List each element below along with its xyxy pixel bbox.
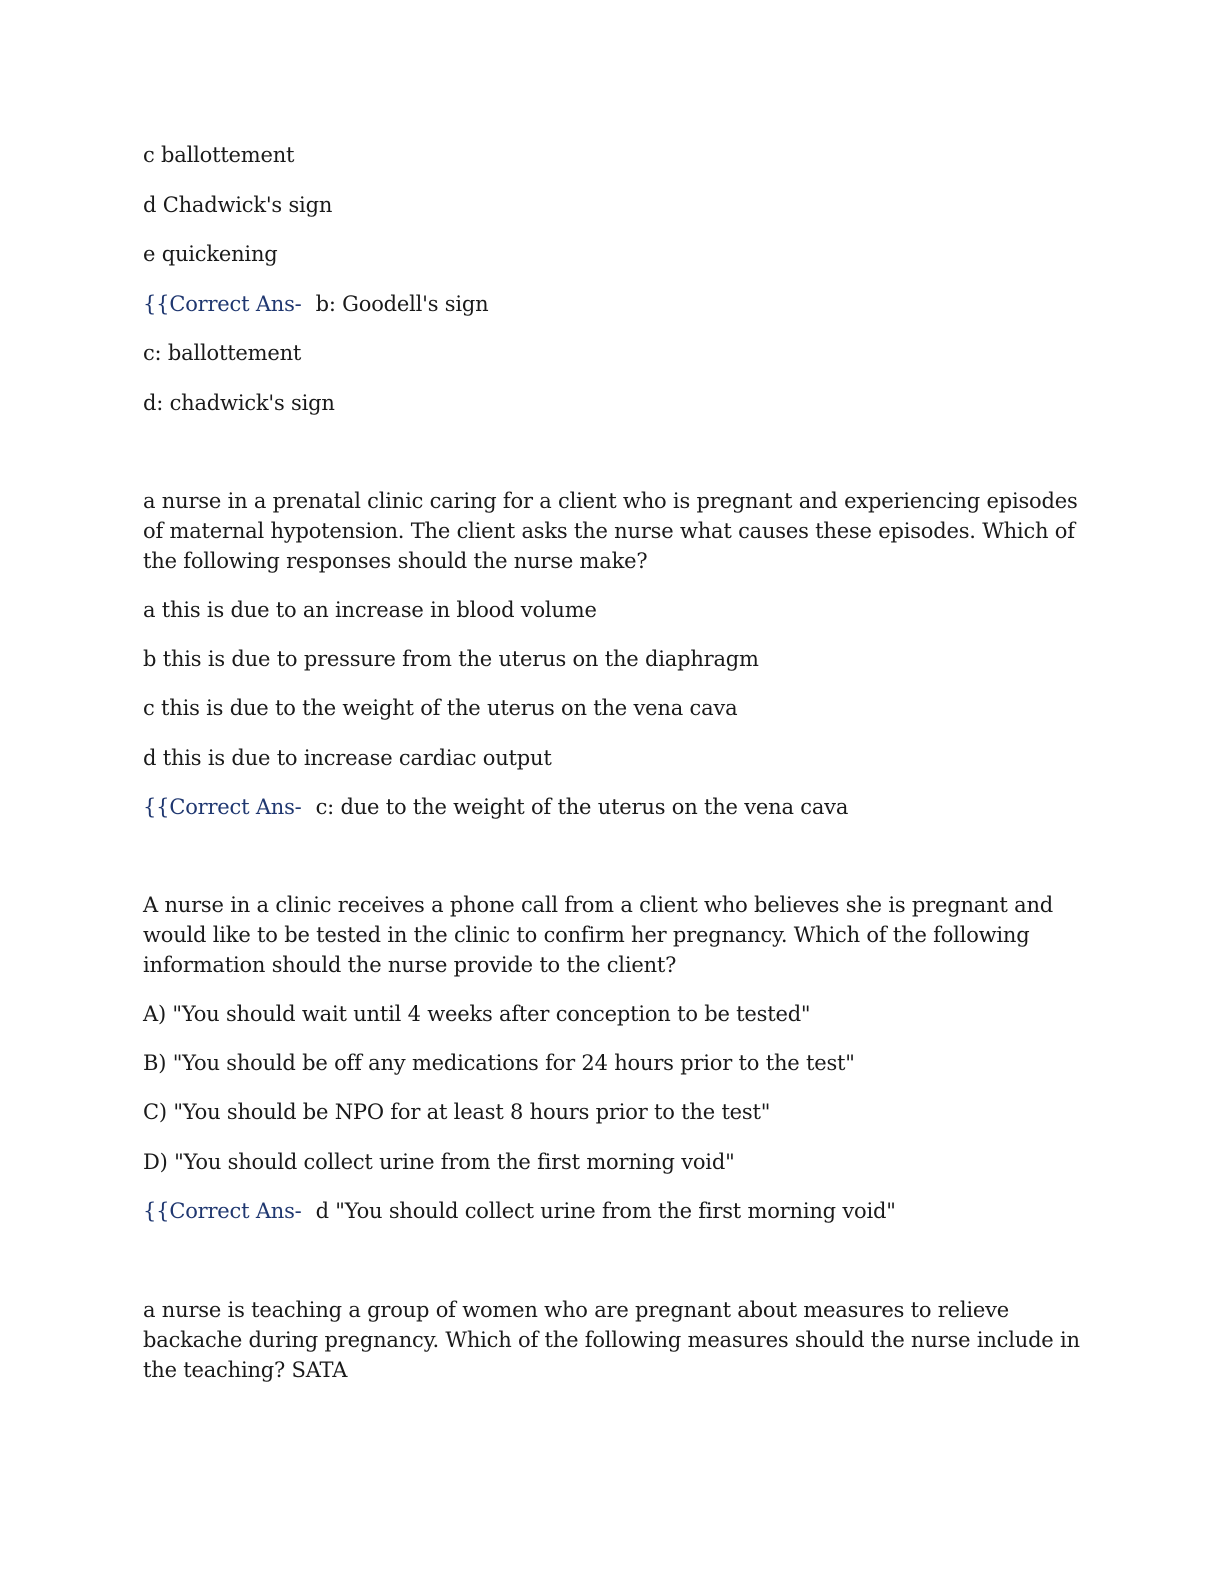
q1-correct-answer: [143, 792, 848, 822]
q0-answer-line-3: d: chadwick's sign: [143, 391, 335, 415]
correct-answer-label: {{Correct Ans-: [143, 292, 302, 316]
q3-stem: a nurse is teaching a group of women who are pregnant about measures to relieve backache during pregnancy. Which of the following measures should the nurse include in the teaching? SATA: [143, 1298, 1080, 1382]
q2-option-d: D) "You should collect urine from the first morning void": [143, 1150, 735, 1174]
q1-option-c: c this is due to the weight of the uterus on the vena cava: [143, 696, 738, 720]
q1-answer-text: c: due to the weight of the uterus on the vena cava: [315, 795, 849, 819]
q0-answer-line-2: c: ballottement: [143, 341, 302, 365]
q2-option-a: A) "You should wait until 4 weeks after conception to be tested": [143, 1002, 811, 1026]
q2-option-c: C) "You should be NPO for at least 8 hours prior to the test": [143, 1100, 771, 1124]
q0-answer-text: b: Goodell's sign: [315, 292, 489, 316]
q1-stem: a nurse in a prenatal clinic caring for a client who is pregnant and experiencing episodes of maternal hypotension. The client asks the nurse what causes these episodes. Which of the following responses should the nurse make?: [143, 489, 1078, 573]
q0-option-d: d Chadwick's sign: [143, 193, 333, 217]
q0-correct-answer: [143, 289, 488, 319]
correct-answer-label: {{Correct Ans-: [143, 1199, 302, 1223]
q1-option-a: a this is due to an increase in blood volume: [143, 598, 597, 622]
q2-stem: A nurse in a clinic receives a phone call from a client who believes she is pregnant and would like to be tested in the clinic to confirm her pregnancy. Which of the following information should the nurse provide to the client?: [143, 893, 1054, 977]
q2-correct-answer: [143, 1196, 896, 1226]
q2-option-b: B) "You should be off any medications for 24 hours prior to the test": [143, 1051, 855, 1075]
q1-option-b: b this is due to pressure from the uterus on the diaphragm: [143, 647, 759, 671]
q0-option-c: c ballottement: [143, 143, 295, 167]
q2-answer-text: d "You should collect urine from the first morning void": [315, 1199, 896, 1223]
q0-option-e: e quickening: [143, 242, 278, 266]
q1-option-d: d this is due to increase cardiac output: [143, 746, 552, 770]
correct-answer-label: {{Correct Ans-: [143, 795, 302, 819]
